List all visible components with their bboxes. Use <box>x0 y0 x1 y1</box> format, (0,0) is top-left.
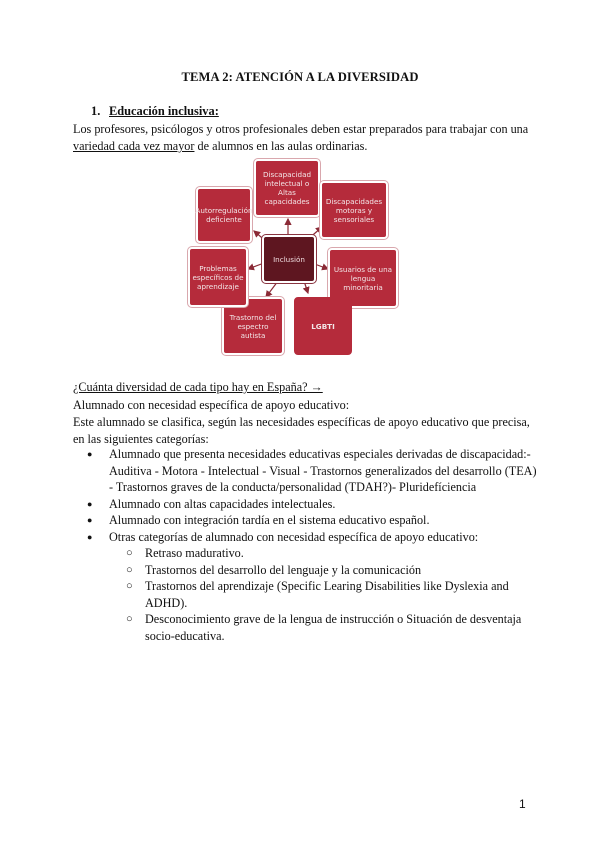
intro-text-end: de alumnos en las aulas ordinarias. <box>194 139 368 153</box>
diagram-node-intellectual: Discapacidad intelectual o Altas capacidades <box>254 159 320 217</box>
intro-underlined-text: variedad cada vez mayor <box>73 139 195 153</box>
diagram-node-autism: Trastorno del espectro autista <box>222 297 284 355</box>
list-item <box>73 512 543 529</box>
sublist-item <box>109 545 543 562</box>
diagram-node-self-regulation: Autorregulación deficiente <box>196 187 252 243</box>
other-categories-sublist <box>109 545 543 644</box>
diagram-node-minority-language: Usuarios de una lengua minoritaria <box>328 248 398 308</box>
sublist-item <box>109 578 543 611</box>
sublist-item-text: Trastornos del aprendizaje (Specific Learing Disabilities like Dyslexia and ADHD). <box>145 579 509 610</box>
diagram-node-learning-problems: Problemas específicos de aprendizaje <box>188 247 248 307</box>
paragraph-classification: Este alumnado se clasifica, según las necesidades específicas de apoyo educativo que precisa, en las siguientes categorías: <box>73 415 530 446</box>
sublist-item-text: Trastornos del desarrollo del lenguaje y la comunicación <box>145 562 422 577</box>
diversity-question-link[interactable]: ¿Cuánta diversidad de cada tipo hay en España? → <box>73 380 323 394</box>
list-item-text: Alumnado con integración tardía en el sistema educativo español. <box>109 513 430 527</box>
sublist-item-text: Retraso madurativo. <box>145 546 244 560</box>
categories-list <box>73 446 543 644</box>
diagram-node-motor-sensory: Discapacidades motoras y sensoriales <box>320 181 388 239</box>
list-item <box>73 446 543 496</box>
sublist-item <box>109 611 543 644</box>
list-item-text: Otras categorías de alumnado con necesidad específica de apoyo educativo: <box>109 529 479 544</box>
section-heading <box>91 104 219 119</box>
section-number: 1. <box>91 104 101 118</box>
list-item-text: Alumnado que presenta necesidades educativas especiales derivadas de discapacidad:- Auditiva - Motora - Intelectual - Visual - Trastornos generalizados del desarrollo (TEA) - Trastornos graves de la conducta/personalidad (TDAH?)- Pluridefíciencia <box>109 447 537 494</box>
intro-text-start: Los profesores, psicólogos y otros profesionales deben estar preparados para trabajar con una <box>73 122 529 136</box>
diagram-center-inclusion: Inclusión <box>262 235 316 283</box>
list-item <box>73 529 543 645</box>
list-item <box>73 496 543 513</box>
paragraph-students-needs: Alumnado con necesidad específica de apoyo educativo: <box>73 398 350 412</box>
sublist-item-text: Desconocimiento grave de la lengua de instrucción o Situación de desventaja socio-educativa. <box>145 612 522 643</box>
intro-paragraph <box>73 121 533 155</box>
sublist-item <box>109 562 543 579</box>
list-item-text: Alumnado con altas capacidades intelectuales. <box>109 496 336 511</box>
page-title: TEMA 2: ATENCIÓN A LA DIVERSIDAD <box>181 70 419 84</box>
inclusion-diagram <box>186 157 400 357</box>
page-number: 1 <box>519 797 526 811</box>
section-heading-text: Educación inclusiva: <box>109 104 219 118</box>
arrow-to-bottom-left <box>266 281 278 297</box>
diagram-node-lgbti: LGBTI <box>294 297 352 355</box>
